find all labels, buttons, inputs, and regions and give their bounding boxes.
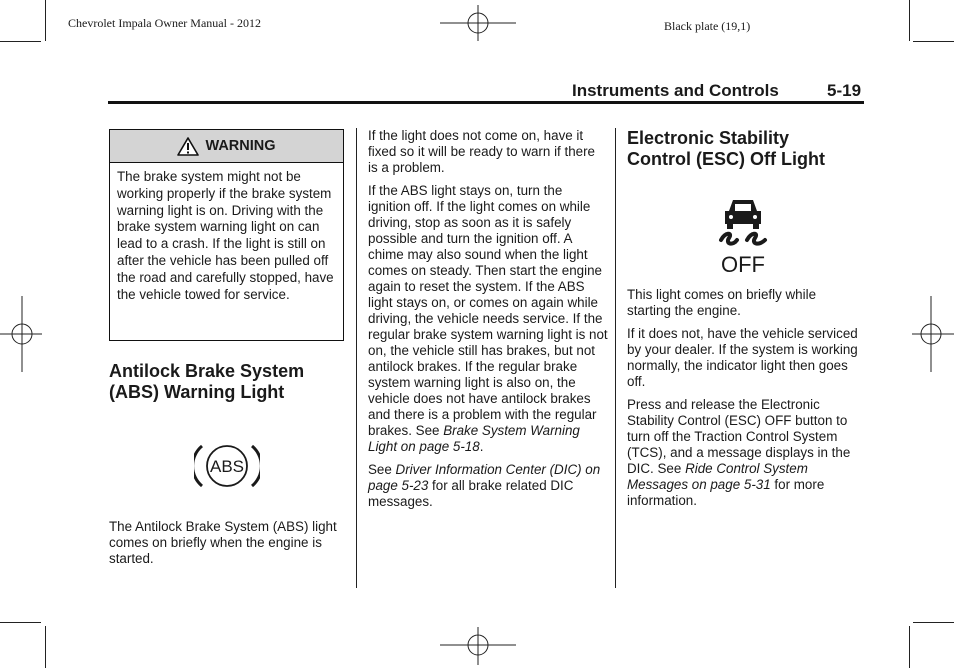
warning-triangle-icon xyxy=(177,137,199,156)
manual-title: Chevrolet Impala Owner Manual - 2012 xyxy=(68,16,261,30)
warning-header xyxy=(110,130,343,163)
paragraph: If the light does not come on, have it fixed so it will be ready to warn if there is a problem. xyxy=(368,128,596,175)
warning-label: WARNING xyxy=(205,138,276,154)
esc-heading xyxy=(627,128,867,170)
abs-heading-line2: (ABS) Warning Light xyxy=(109,382,285,402)
crop-mark xyxy=(0,622,41,623)
crop-mark xyxy=(0,41,41,42)
paragraph: If it does not, have the vehicle serviced by your dealer. If the system is working normally, the indicator light then goes off. xyxy=(627,326,858,389)
registration-mark-icon xyxy=(0,296,42,372)
abs-warning-icon xyxy=(194,440,260,492)
warning-text: The brake system might not be working properly if the brake system warning light is on. Driving with the brake system warning light on can lead to a crash. If the light is still on after the vehicle has been pulled off the road and carefully stopped, have the vehicle towed for service. xyxy=(117,169,334,302)
registration-mark-icon xyxy=(440,5,516,41)
paragraph-text: for more information. xyxy=(627,477,825,508)
registration-mark-icon xyxy=(912,296,954,372)
crop-mark xyxy=(909,626,910,668)
crop-mark xyxy=(913,41,954,42)
registration-mark-icon xyxy=(440,627,516,665)
paragraph xyxy=(368,462,608,510)
crop-mark xyxy=(45,626,46,668)
cross-reference: Ride Control System Messages on page 5-31 xyxy=(627,461,808,492)
paragraph-text: Press and release the Electronic Stability Control (ESC) OFF button to turn off the Traction Control System (TCS), and a message displays in the DIC. See xyxy=(627,397,851,476)
plate-label: Black plate (19,1) xyxy=(664,19,751,33)
paragraph: This light comes on briefly while starting the engine. xyxy=(627,287,817,318)
column-divider xyxy=(356,128,357,588)
esc-off-icon xyxy=(713,194,773,276)
esc-body xyxy=(627,287,859,516)
crop-mark xyxy=(45,0,46,41)
warning-box xyxy=(109,129,344,341)
paragraph-text: See xyxy=(368,462,396,477)
middle-column xyxy=(368,128,608,517)
paragraph-text: for all brake related DIC messages. xyxy=(368,478,574,509)
page-number: 5-19 xyxy=(827,81,862,100)
paragraph xyxy=(368,183,608,455)
abs-heading-line1: Antilock Brake System xyxy=(109,361,305,381)
abs-paragraph: The Antilock Brake System (ABS) light comes on briefly when the engine is started. xyxy=(109,519,337,566)
column-divider xyxy=(615,128,616,588)
esc-heading-line1: Electronic Stability xyxy=(627,128,790,148)
abs-heading xyxy=(109,361,349,403)
esc-heading-line2: Control (ESC) Off Light xyxy=(627,149,825,169)
section-title: Instruments and Controls xyxy=(572,81,779,100)
crop-mark xyxy=(913,622,954,623)
punctuation: . xyxy=(479,439,484,454)
paragraph-text: If the ABS light stays on, turn the ignition off. If the light comes on while driving, stop as soon as it is safely possible and turn the ignition off. A chime may also sound when the light comes on steady. Then start the engine again to reset the system. If the ABS light stays on, or comes on again while driving, the vehicle needs service. If the regular brake system warning light is not on, the vehicle still has brakes, but not antilock brakes. If the regular brake system warning light is also on, the vehicle does not have antilock brakes and there is a problem with the regular brakes. See xyxy=(368,183,608,438)
abs-icon-text: ABS xyxy=(209,457,245,476)
esc-icon-text: OFF xyxy=(721,252,765,276)
cross-reference: Brake System Warning Light on page 5-18 xyxy=(368,423,580,454)
crop-mark xyxy=(909,0,910,41)
cross-reference: Driver Information Center (DIC) on page 5-23 xyxy=(368,462,601,493)
header-rule xyxy=(108,101,864,104)
paragraph xyxy=(627,397,859,509)
